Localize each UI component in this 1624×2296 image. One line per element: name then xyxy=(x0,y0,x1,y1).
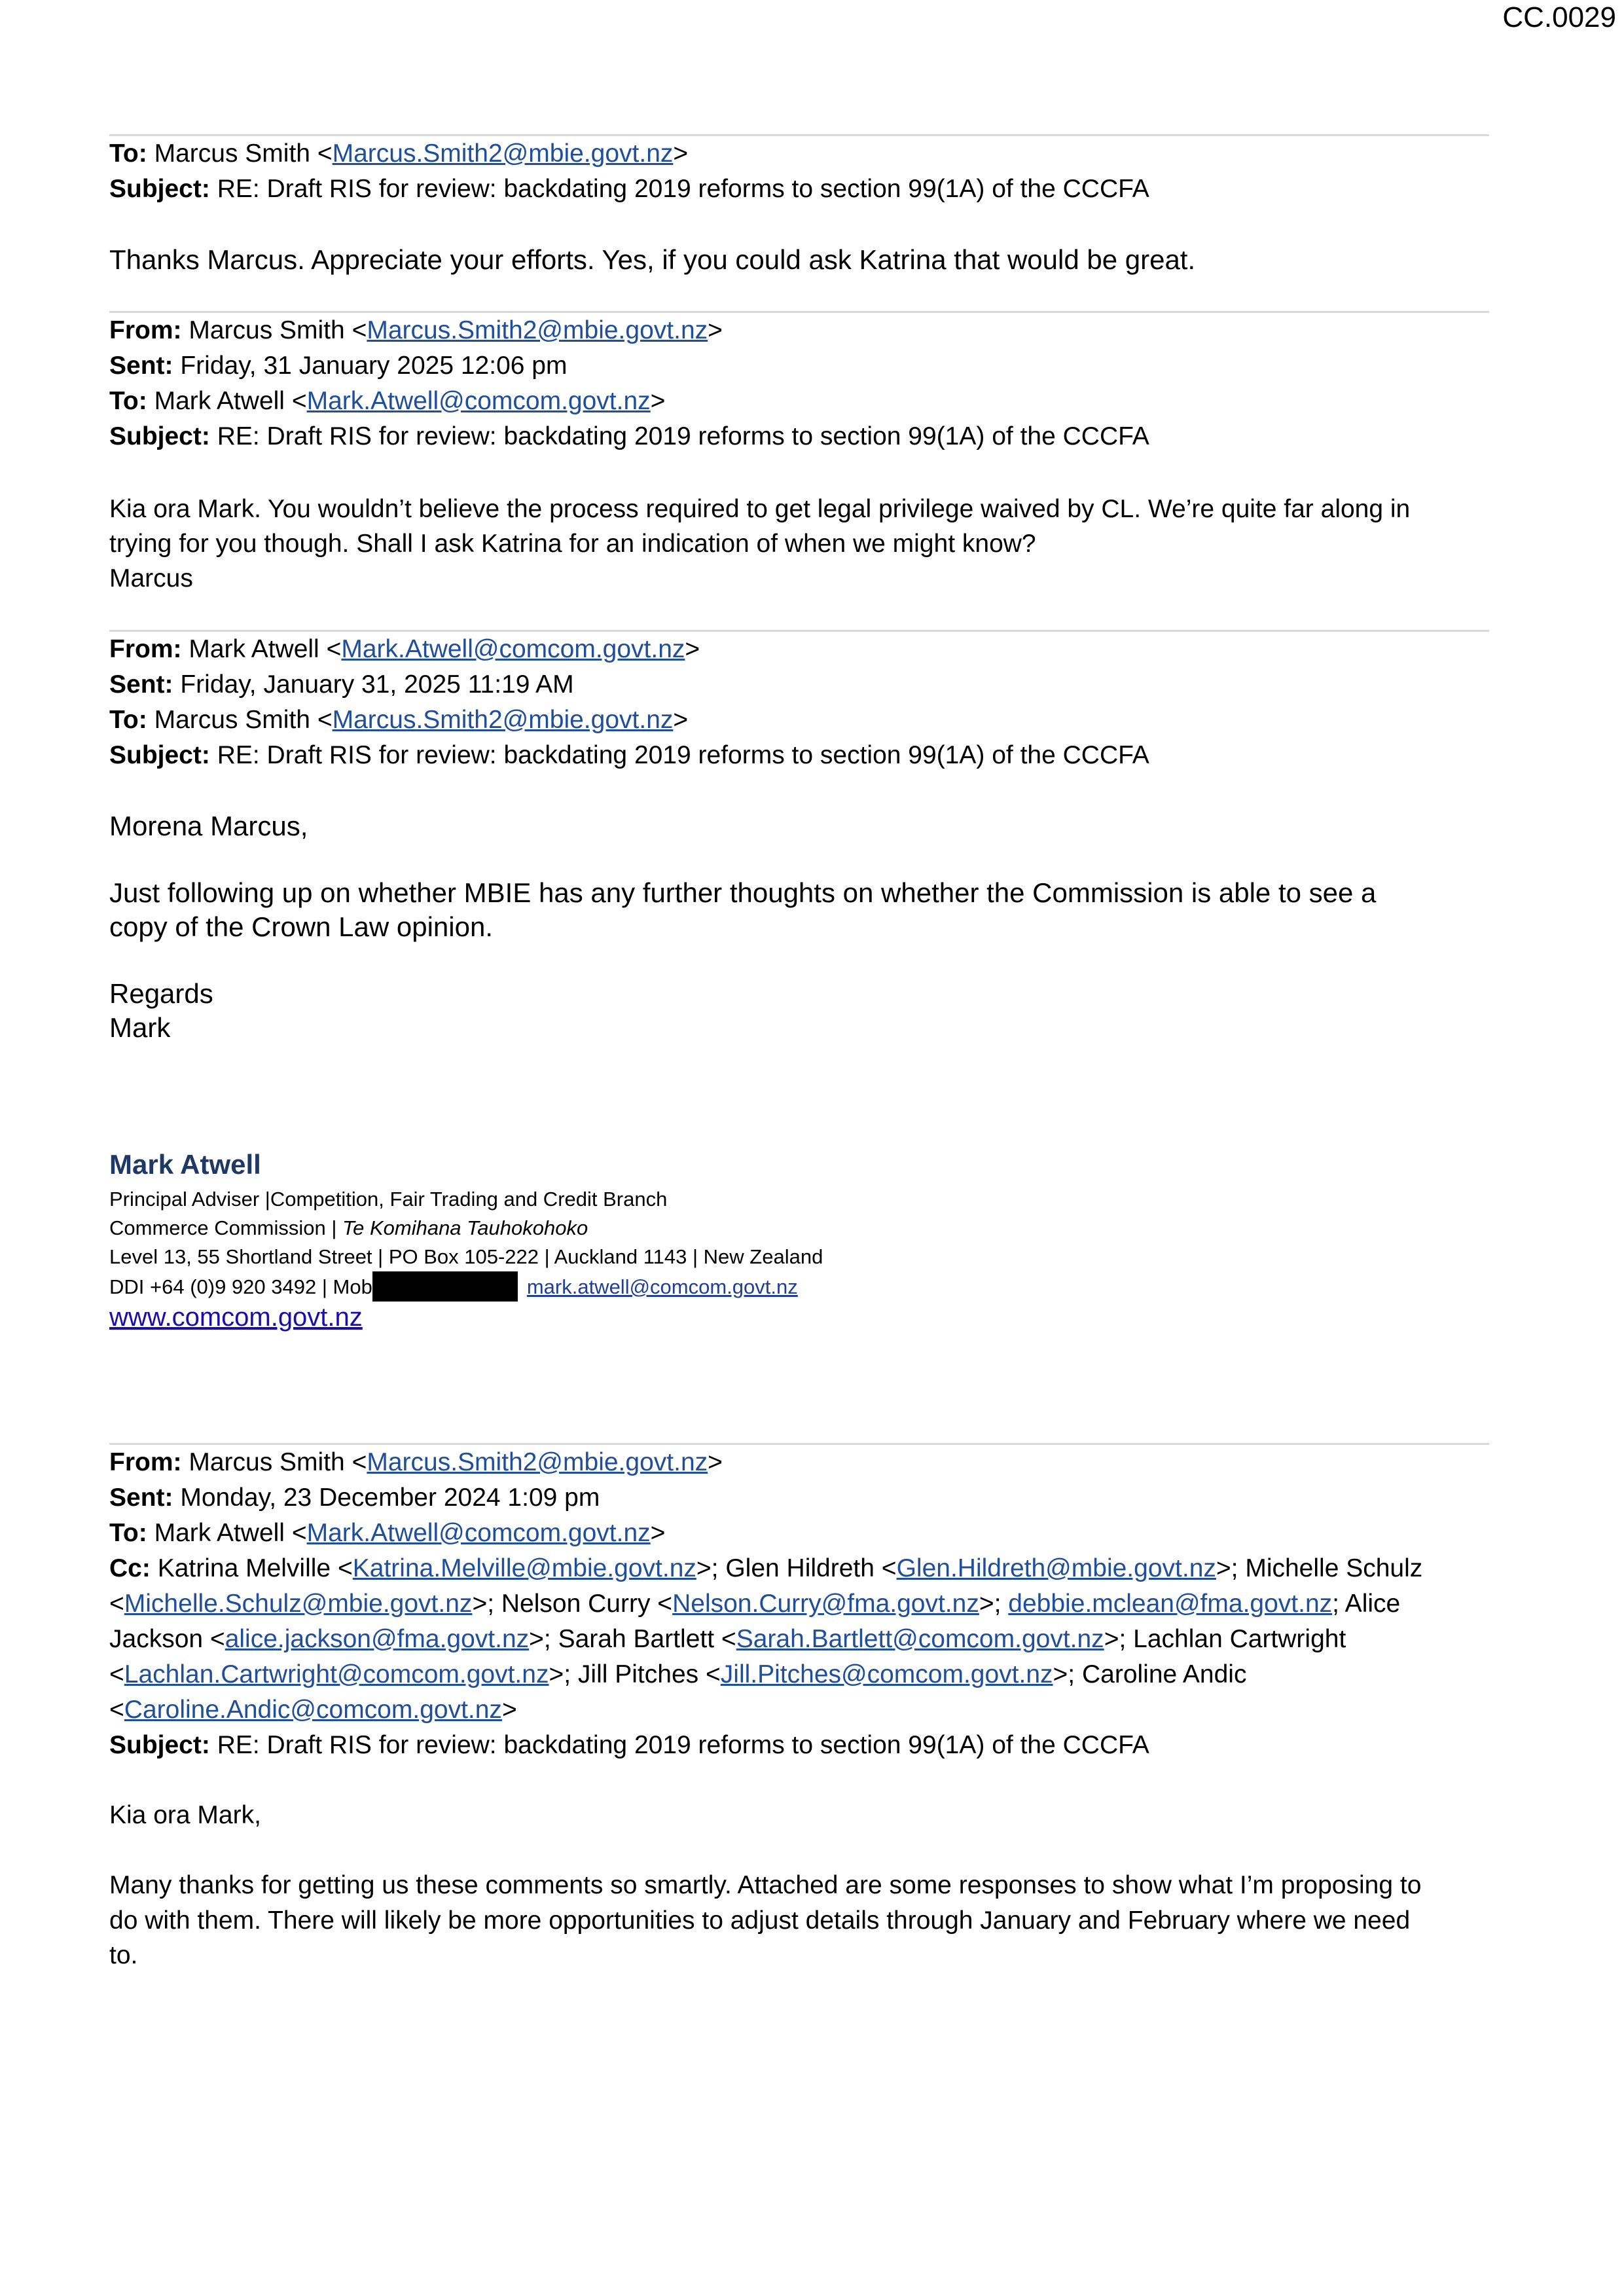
redaction-block xyxy=(372,1271,518,1302)
subject-label: Subject: xyxy=(109,422,210,450)
subject-text: RE: Draft RIS for review: backdating 2019 reforms to section 99(1A) of the CCCFA xyxy=(217,741,1149,769)
from-label: From: xyxy=(109,316,182,344)
sent-date: Monday, 23 December 2024 1:09 pm xyxy=(180,1484,600,1512)
to-name: Mark Atwell xyxy=(154,387,285,415)
subject-text: RE: Draft RIS for review: backdating 2019 reforms to section 99(1A) of the CCCFA xyxy=(217,422,1149,450)
phone-text: DDI +64 (0)9 920 3492 | Mob xyxy=(109,1275,372,1298)
sent-date: Friday, January 31, 2025 11:19 AM xyxy=(180,670,574,699)
from-label: From: xyxy=(109,635,182,663)
email4-from-line: From: Marcus Smith <Marcus.Smith2@mbie.govt.nz> xyxy=(109,1448,723,1476)
signature-address: Level 13, 55 Shortland Street | PO Box 105-222 | Auckland 1143 | New Zealand xyxy=(109,1245,823,1268)
email1-subject-line xyxy=(109,172,1510,207)
cc-name: Sarah Bartlett xyxy=(558,1625,715,1653)
subject-label: Subject: xyxy=(109,741,210,769)
sent-label: Sent: xyxy=(109,352,173,380)
email1-body: Thanks Marcus. Appreciate your efforts. Yes, if you could ask Katrina that would be great. xyxy=(109,244,1196,275)
cc-email-link[interactable]: debbie.mclean@fma.govt.nz xyxy=(1008,1590,1333,1618)
to-label: To: xyxy=(109,387,147,415)
body-line: Many thanks for getting us these comments so smartly. Attached are some responses to show what I’m proposing to xyxy=(109,1871,1422,1899)
email4-cc-line-4: <Lachlan.Cartwright@comcom.govt.nz>; Jill Pitches <Jill.Pitches@comcom.govt.nz>; Caroline Andic xyxy=(109,1660,1247,1688)
body-line: to. xyxy=(109,1941,138,1969)
cc-label: Cc: xyxy=(109,1554,151,1582)
body-line: do with them. There will likely be more opportunities to adjust details through January and February where we need xyxy=(109,1906,1411,1935)
signature-title: Principal Adviser |Competition, Fair Trading and Credit Branch xyxy=(109,1188,668,1211)
body-line: copy of the Crown Law opinion. xyxy=(109,911,494,942)
to-label: To: xyxy=(109,706,147,734)
email4-greeting: Kia ora Mark, xyxy=(109,1801,261,1829)
from-email-link[interactable]: Marcus.Smith2@mbie.govt.nz xyxy=(367,1448,708,1476)
email3-closing xyxy=(109,977,1490,1045)
subject-label: Subject: xyxy=(109,1731,210,1759)
from-email-link[interactable]: Mark.Atwell@comcom.govt.nz xyxy=(341,635,685,663)
email1-to-line: To: Marcus Smith <Marcus.Smith2@mbie.govt.nz> xyxy=(109,139,689,168)
email2-to-line: To: Mark Atwell <Mark.Atwell@comcom.govt.nz> xyxy=(109,387,666,415)
body-line: Just following up on whether MBIE has any further thoughts on whether the Commission is able to see a xyxy=(109,877,1377,908)
email3-to-line: To: Marcus Smith <Marcus.Smith2@mbie.govt.nz> xyxy=(109,706,689,734)
from-email-link[interactable]: Marcus.Smith2@mbie.govt.nz xyxy=(367,316,708,344)
sent-label: Sent: xyxy=(109,1484,173,1512)
to-name: Marcus Smith xyxy=(154,706,310,734)
email4-cc-line-1: Cc: Katrina Melville <Katrina.Melville@mbie.govt.nz>; Glen Hildreth <Glen.Hildreth@mbie.govt.nz>; Michelle Schulz xyxy=(109,1554,1423,1582)
email2-subject-line xyxy=(109,419,1510,454)
to-label: To: xyxy=(109,139,147,168)
email4-cc-line-5: <Caroline.Andic@comcom.govt.nz> xyxy=(109,1696,517,1724)
to-email-link[interactable]: Marcus.Smith2@mbie.govt.nz xyxy=(332,139,674,168)
cc-email-link[interactable]: Michelle.Schulz@mbie.govt.nz xyxy=(124,1590,473,1618)
cc-name: Michelle Schulz xyxy=(1245,1554,1423,1582)
email4-cc-line-3: Jackson <alice.jackson@fma.govt.nz>; Sarah Bartlett <Sarah.Bartlett@comcom.govt.nz>; Lachlan Cartwright xyxy=(109,1625,1346,1653)
signature-email-link[interactable]: mark.atwell@comcom.govt.nz xyxy=(526,1275,798,1298)
from-name: Marcus Smith xyxy=(189,316,345,344)
cc-name: Glen Hildreth xyxy=(725,1554,875,1582)
signature-name: Mark Atwell xyxy=(109,1149,261,1180)
from-name: Mark Atwell xyxy=(189,635,319,663)
email2-from-line: From: Marcus Smith <Marcus.Smith2@mbie.govt.nz> xyxy=(109,316,723,344)
cc-email-link[interactable]: alice.jackson@fma.govt.nz xyxy=(225,1625,530,1653)
subject-label: Subject: xyxy=(109,175,210,203)
signoff: Mark xyxy=(109,1012,171,1043)
email4-subject-line xyxy=(109,1728,1510,1763)
cc-name: Katrina Melville xyxy=(157,1554,331,1582)
cc-name: Jill Pitches xyxy=(577,1660,699,1688)
email3-greeting: Morena Marcus, xyxy=(109,811,308,841)
to-email-link[interactable]: Mark.Atwell@comcom.govt.nz xyxy=(306,387,651,415)
org-maori-name: Te Komihana Tauhokohoko xyxy=(342,1216,588,1239)
to-email-link[interactable]: Marcus.Smith2@mbie.govt.nz xyxy=(332,706,674,734)
email3-subject-line xyxy=(109,738,1510,773)
from-label: From: xyxy=(109,1448,182,1476)
cc-email-link[interactable]: Glen.Hildreth@mbie.govt.nz xyxy=(896,1554,1216,1582)
cc-email-link[interactable]: Caroline.Andic@comcom.govt.nz xyxy=(124,1696,502,1724)
cc-email-link[interactable]: Jill.Pitches@comcom.govt.nz xyxy=(720,1660,1053,1688)
to-label: To: xyxy=(109,1519,147,1547)
cc-email-link[interactable]: Katrina.Melville@mbie.govt.nz xyxy=(352,1554,696,1582)
email4-sent-line xyxy=(109,1480,1510,1516)
document-reference: CC.0029 xyxy=(1502,1,1616,33)
email4-body xyxy=(109,1868,1494,1973)
signoff: Marcus xyxy=(109,564,193,592)
signature-phone-line xyxy=(109,1271,798,1302)
cc-name: Nelson Curry xyxy=(501,1590,651,1618)
email4-to-line: To: Mark Atwell <Mark.Atwell@comcom.govt.nz> xyxy=(109,1519,666,1547)
subject-text: RE: Draft RIS for review: backdating 2019 reforms to section 99(1A) of the CCCFA xyxy=(217,175,1149,203)
email4-cc-line-2: <Michelle.Schulz@mbie.govt.nz>; Nelson Curry <Nelson.Curry@fma.govt.nz>; debbie.mclean@fma.govt.nz; Alice xyxy=(109,1590,1401,1618)
signature-org xyxy=(109,1214,588,1243)
email2-sent-line xyxy=(109,348,1510,384)
sent-date: Friday, 31 January 2025 12:06 pm xyxy=(180,352,568,380)
sent-label: Sent: xyxy=(109,670,173,699)
cc-email-link[interactable]: Sarah.Bartlett@comcom.govt.nz xyxy=(736,1625,1104,1653)
subject-text: RE: Draft RIS for review: backdating 2019 reforms to section 99(1A) of the CCCFA xyxy=(217,1731,1149,1759)
org-name: Commerce Commission | xyxy=(109,1216,343,1239)
cc-email-link[interactable]: Nelson.Curry@fma.govt.nz xyxy=(672,1590,979,1618)
website-link[interactable]: www.comcom.govt.nz xyxy=(109,1303,363,1332)
email3-from-line: From: Mark Atwell <Mark.Atwell@comcom.govt.nz> xyxy=(109,635,700,663)
body-line: Kia ora Mark. You wouldn’t believe the process required to get legal privilege waived by CL. We’re quite far along in xyxy=(109,495,1411,523)
to-name: Mark Atwell xyxy=(154,1519,285,1547)
regards: Regards xyxy=(109,978,213,1009)
cc-name: Lachlan Cartwright xyxy=(1133,1625,1346,1653)
to-name: Marcus Smith xyxy=(154,139,310,168)
to-email-link[interactable]: Mark.Atwell@comcom.govt.nz xyxy=(306,1519,651,1547)
email3-sent-line xyxy=(109,667,1510,702)
cc-name: Caroline Andic xyxy=(1081,1660,1247,1688)
from-name: Marcus Smith xyxy=(189,1448,345,1476)
cc-email-link[interactable]: Lachlan.Cartwright@comcom.govt.nz xyxy=(124,1660,549,1688)
email2-body xyxy=(109,492,1494,596)
email3-body xyxy=(109,876,1490,944)
body-line: trying for you though. Shall I ask Katrina for an indication of when we might know? xyxy=(109,530,1036,558)
